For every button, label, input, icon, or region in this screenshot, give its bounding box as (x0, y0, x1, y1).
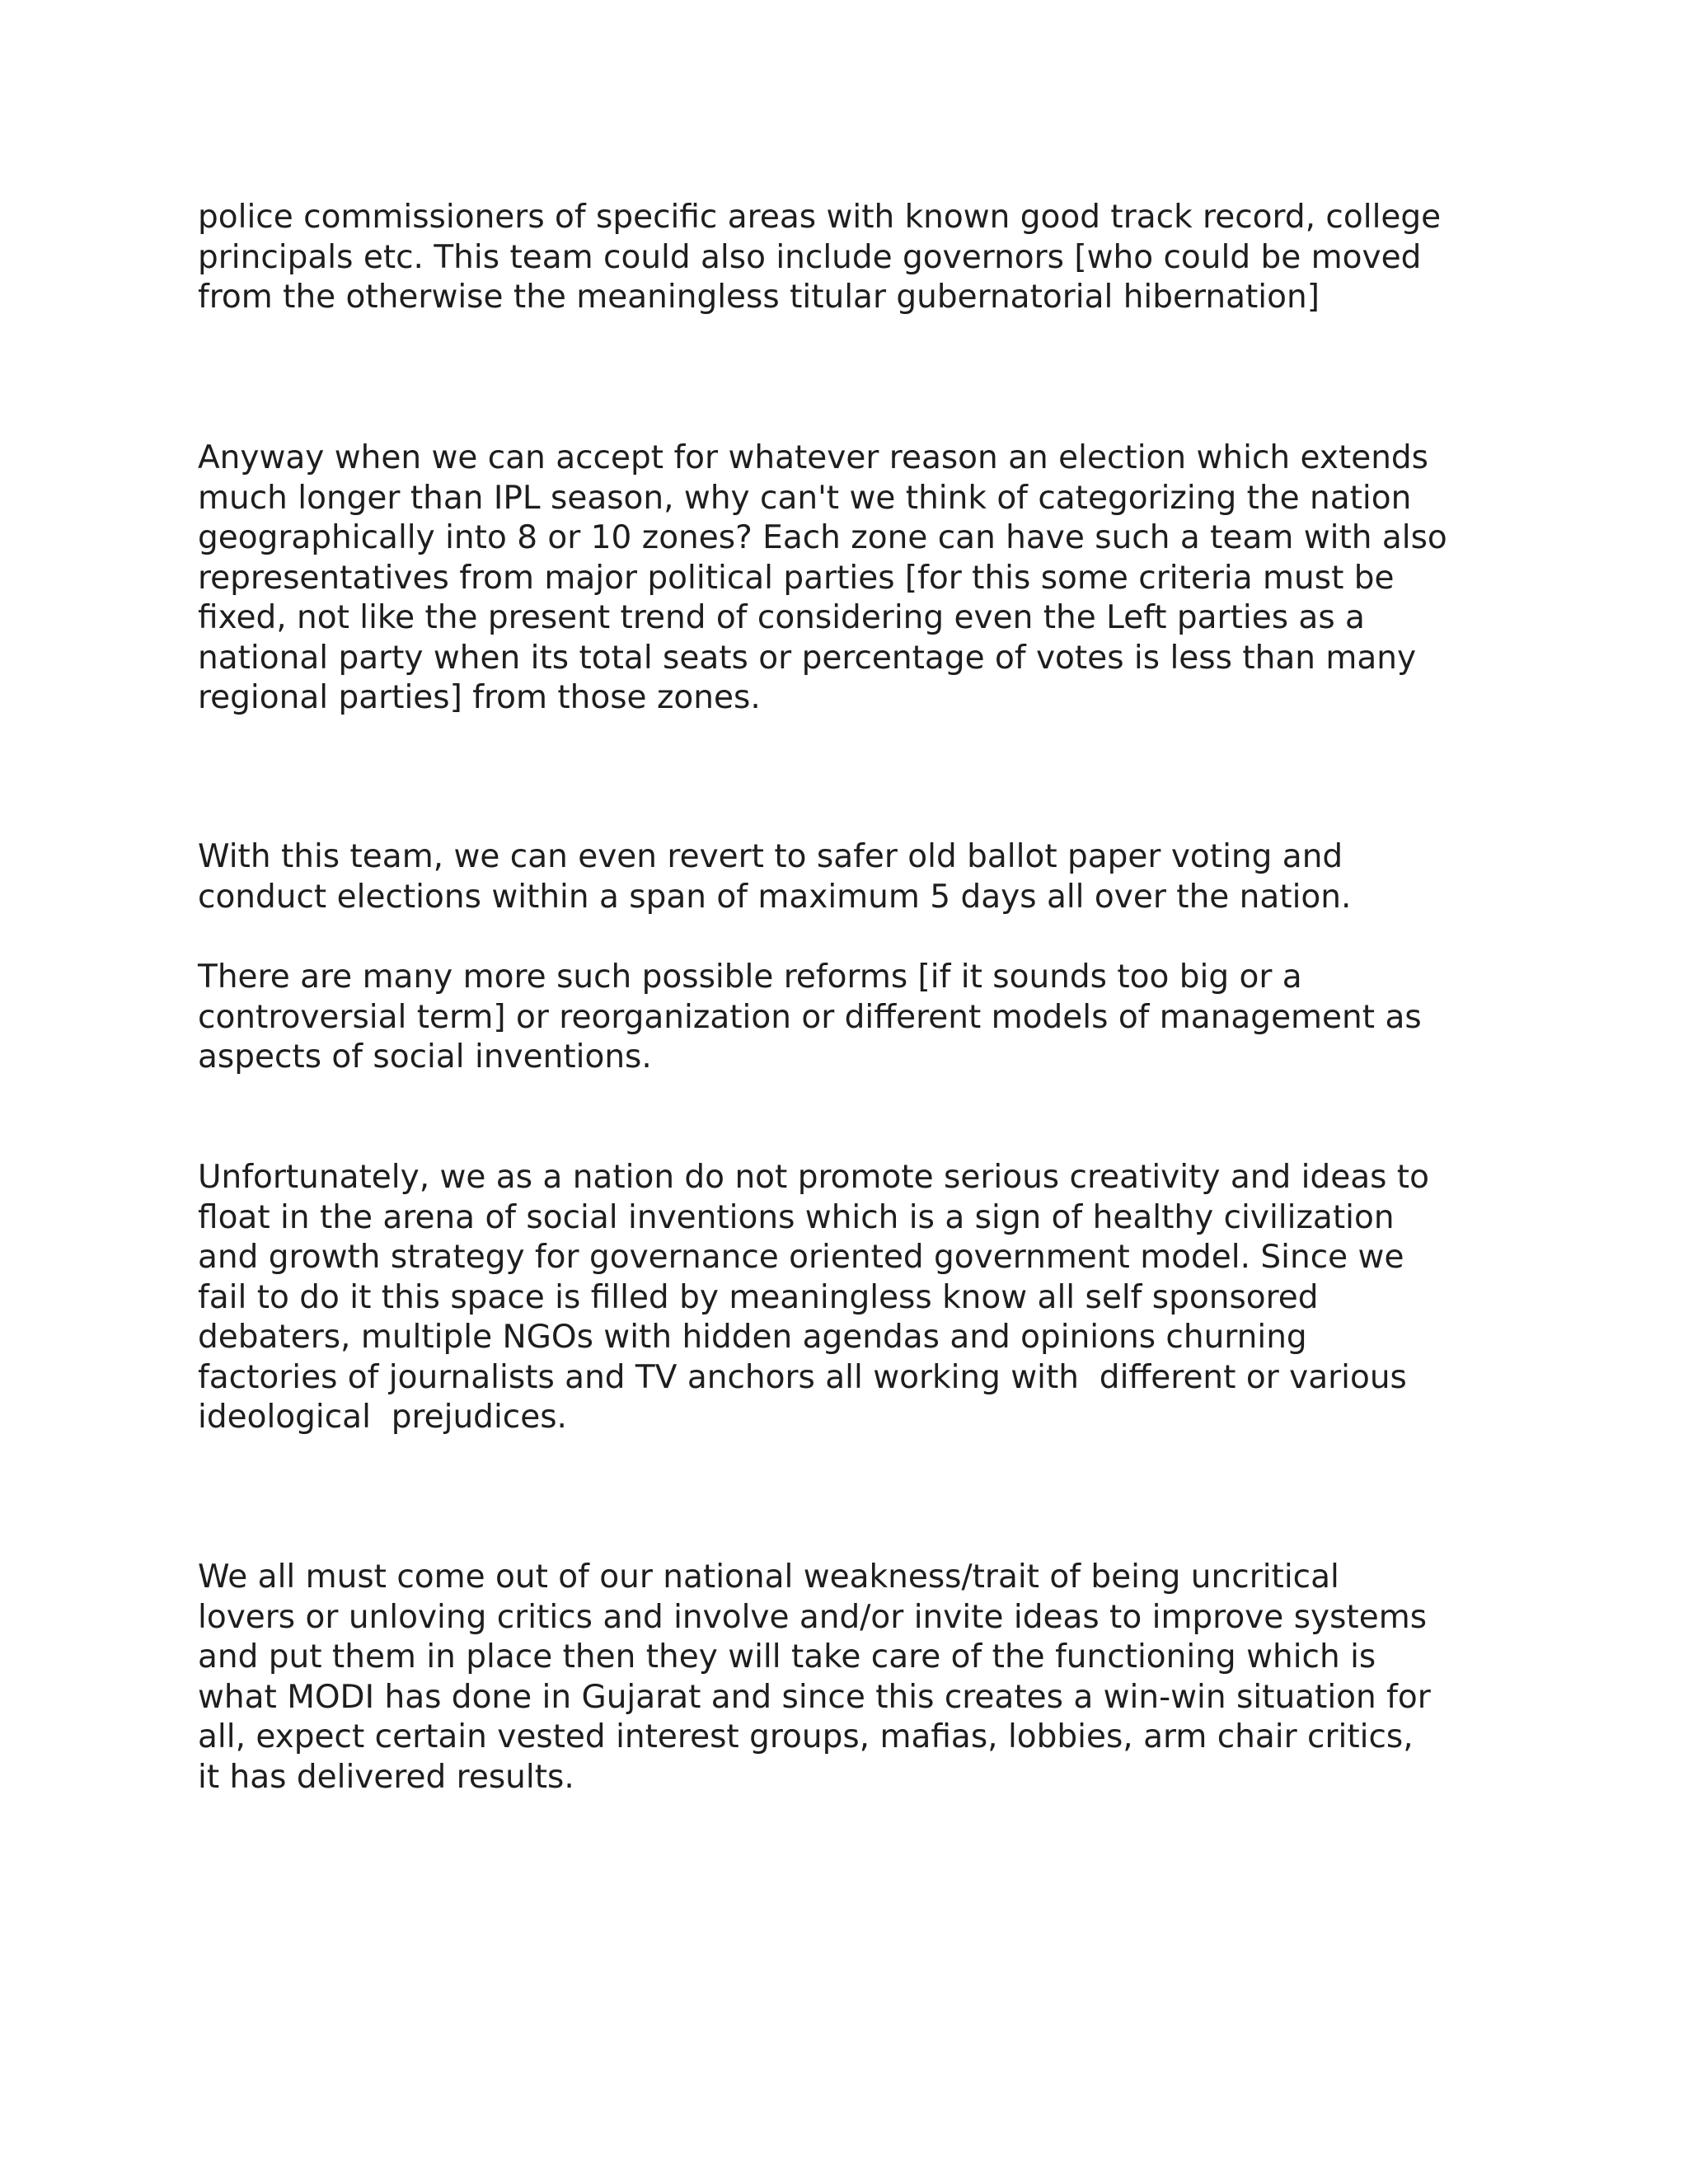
text-line: debaters, multiple NGOs with hidden agendas and opinions churning (198, 1319, 1307, 1356)
paragraph-ballot-voting (198, 837, 1550, 917)
text-line: representatives from major political parties [for this some criteria must be (198, 559, 1395, 597)
text-line: all, expect certain vested interest groups, mafias, lobbies, arm chair critics, (198, 1718, 1414, 1755)
text-line: aspects of social inventions. (198, 1038, 652, 1076)
text-line: Anyway when we can accept for whatever reason an election which extends (198, 439, 1428, 476)
text-line: There are many more such possible reforms [if it sounds too big or a (198, 958, 1302, 996)
text-line: regional parties] from those zones. (198, 679, 761, 716)
text-line: national party when its total seats or percentage of votes is less than many (198, 639, 1417, 677)
text-line: police commissioners of specific areas with known good track record, college (198, 199, 1442, 236)
text-line: principals etc. This team could also include governors [who could be moved (198, 238, 1422, 276)
paragraph-governors-team (198, 198, 1550, 318)
paragraph-national-weakness (198, 1558, 1550, 1797)
text-line: fixed, not like the present trend of considering even the Left parties as a (198, 599, 1365, 636)
text-line: much longer than IPL season, why can't we think of categorizing the nation (198, 479, 1412, 517)
text-line: Unfortunately, we as a nation do not promote serious creativity and ideas to (198, 1159, 1429, 1196)
paragraph-social-inventions (198, 1158, 1550, 1438)
text-line: it has delivered results. (198, 1758, 574, 1796)
text-line: and growth strategy for governance oriented government model. Since we (198, 1239, 1404, 1276)
text-line: We all must come out of our national weakness/trait of being uncritical (198, 1558, 1339, 1596)
text-line: float in the arena of social inventions which is a sign of healthy civilization (198, 1198, 1395, 1236)
paragraph-possible-reforms (198, 958, 1550, 1078)
paragraph-election-zones (198, 438, 1550, 719)
text-line: conduct elections within a span of maximum 5 days all over the nation. (198, 878, 1352, 916)
text-line: from the otherwise the meaningless titular gubernatorial hibernation] (198, 279, 1320, 316)
text-line: what MODI has done in Gujarat and since this creates a win-win situation for (198, 1678, 1431, 1716)
text-line: ideological prejudices. (198, 1399, 567, 1436)
text-line: lovers or unloving critics and involve and/or invite ideas to improve systems (198, 1598, 1428, 1636)
text-line: factories of journalists and TV anchors all working with different or various (198, 1358, 1407, 1396)
text-line: fail to do it this space is filled by meaningless know all self sponsored (198, 1278, 1319, 1316)
text-line: and put them in place then they will take care of the functioning which is (198, 1638, 1376, 1675)
text-line: geographically into 8 or 10 zones? Each zone can have such a team with also (198, 519, 1447, 556)
text-line: controversial term] or reorganization or different models of management as (198, 998, 1422, 1036)
text-line: With this team, we can even revert to safer old ballot paper voting and (198, 838, 1343, 875)
